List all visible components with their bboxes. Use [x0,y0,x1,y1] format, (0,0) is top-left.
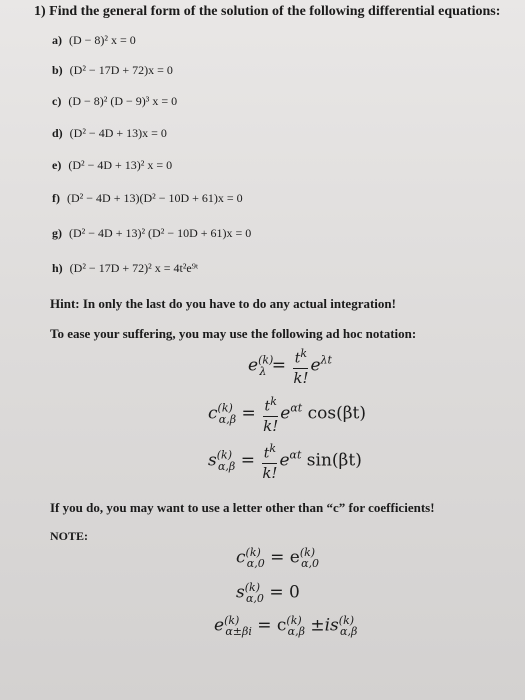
note-label: NOTE: [50,529,89,543]
note-eq-1-rhs: = e [270,547,300,568]
problem-equation: (D² − 17D + 72)² x = 4t²e⁹ᵗ [69,261,199,275]
problem-equation: (D² − 4D + 13)x = 0 [69,126,167,140]
notation-c-trig: cos(βt) [307,403,366,424]
problem-label: d) [52,126,63,140]
problem-label: e) [52,158,62,172]
ease-text: To ease your suffering, you may use the following ad hoc notation: [50,326,417,341]
problem-equation: (D² − 17D + 72)x = 0 [69,63,173,77]
note-eq-2-rhs: = 0 [269,582,300,603]
problem-label: c) [52,94,62,108]
problem-equation: (D − 8)² (D − 9)³ x = 0 [68,94,178,108]
notation-e: $e^{(k)}_\lambda$ = $\frac{t^k}{k!}$ $e^{\lambda t}$ [248,347,332,387]
problem-g [52,226,251,241]
notation-e-lhs: e [248,355,259,376]
problem-d [52,126,167,141]
hint-text: Hint: In only the last do you have to do any actual integration! [50,296,396,311]
problem-label: f) [52,191,60,205]
note-eq-2: $s^{(k)}_{\alpha,0} = 0$ [236,581,300,606]
problem-heading: 1) Find the general form of the solution of the following differential equations: [34,4,501,19]
problem-label: g) [52,226,62,240]
problem-h [52,261,198,276]
notation-c: $c^{(k)}_{\alpha,\beta}$ = $\frac{t^k}{k!}$ $e^{\alpha t}$ cos(βt) [208,395,366,435]
problem-equation: (D² − 4D + 13)² (D² − 10D + 61)x = 0 [69,226,252,240]
problem-e [52,158,172,173]
problem-equation: (D² − 4D + 13)(D² − 10D + 61)x = 0 [67,191,243,205]
coefficient-note: If you do, you may want to use a letter other than “c” for coefficients! [50,500,435,515]
problem-c [52,94,177,109]
problem-equation: (D − 8)² x = 0 [69,33,136,47]
problem-label: h) [52,261,63,275]
problem-a [52,33,136,48]
note-eq-3: $e^{(k)}_{\alpha\pm\beta i} = c^{(k)}_{\alpha,\beta} \pm is^{(k)}_{\alpha,\beta}$ [214,614,358,639]
problem-equation: (D² − 4D + 13)² x = 0 [68,158,173,172]
note-eq-1: $c^{(k)}_{\alpha,0} = e^{(k)}_{\alpha,0}$ [236,546,320,571]
note-eq-3-rhs: = c [257,615,287,636]
problem-f [52,191,243,206]
notation-s: $s^{(k)}_{\alpha,\beta}$ = $\frac{t^k}{k!}$ $e^{\alpha t}$ sin(βt) [208,442,362,482]
problem-b [52,63,173,78]
notation-e-rhs: e [310,355,321,376]
problem-label: a) [52,33,62,47]
notation-s-trig: sin(βt) [306,450,362,471]
problem-label: b) [52,63,63,77]
